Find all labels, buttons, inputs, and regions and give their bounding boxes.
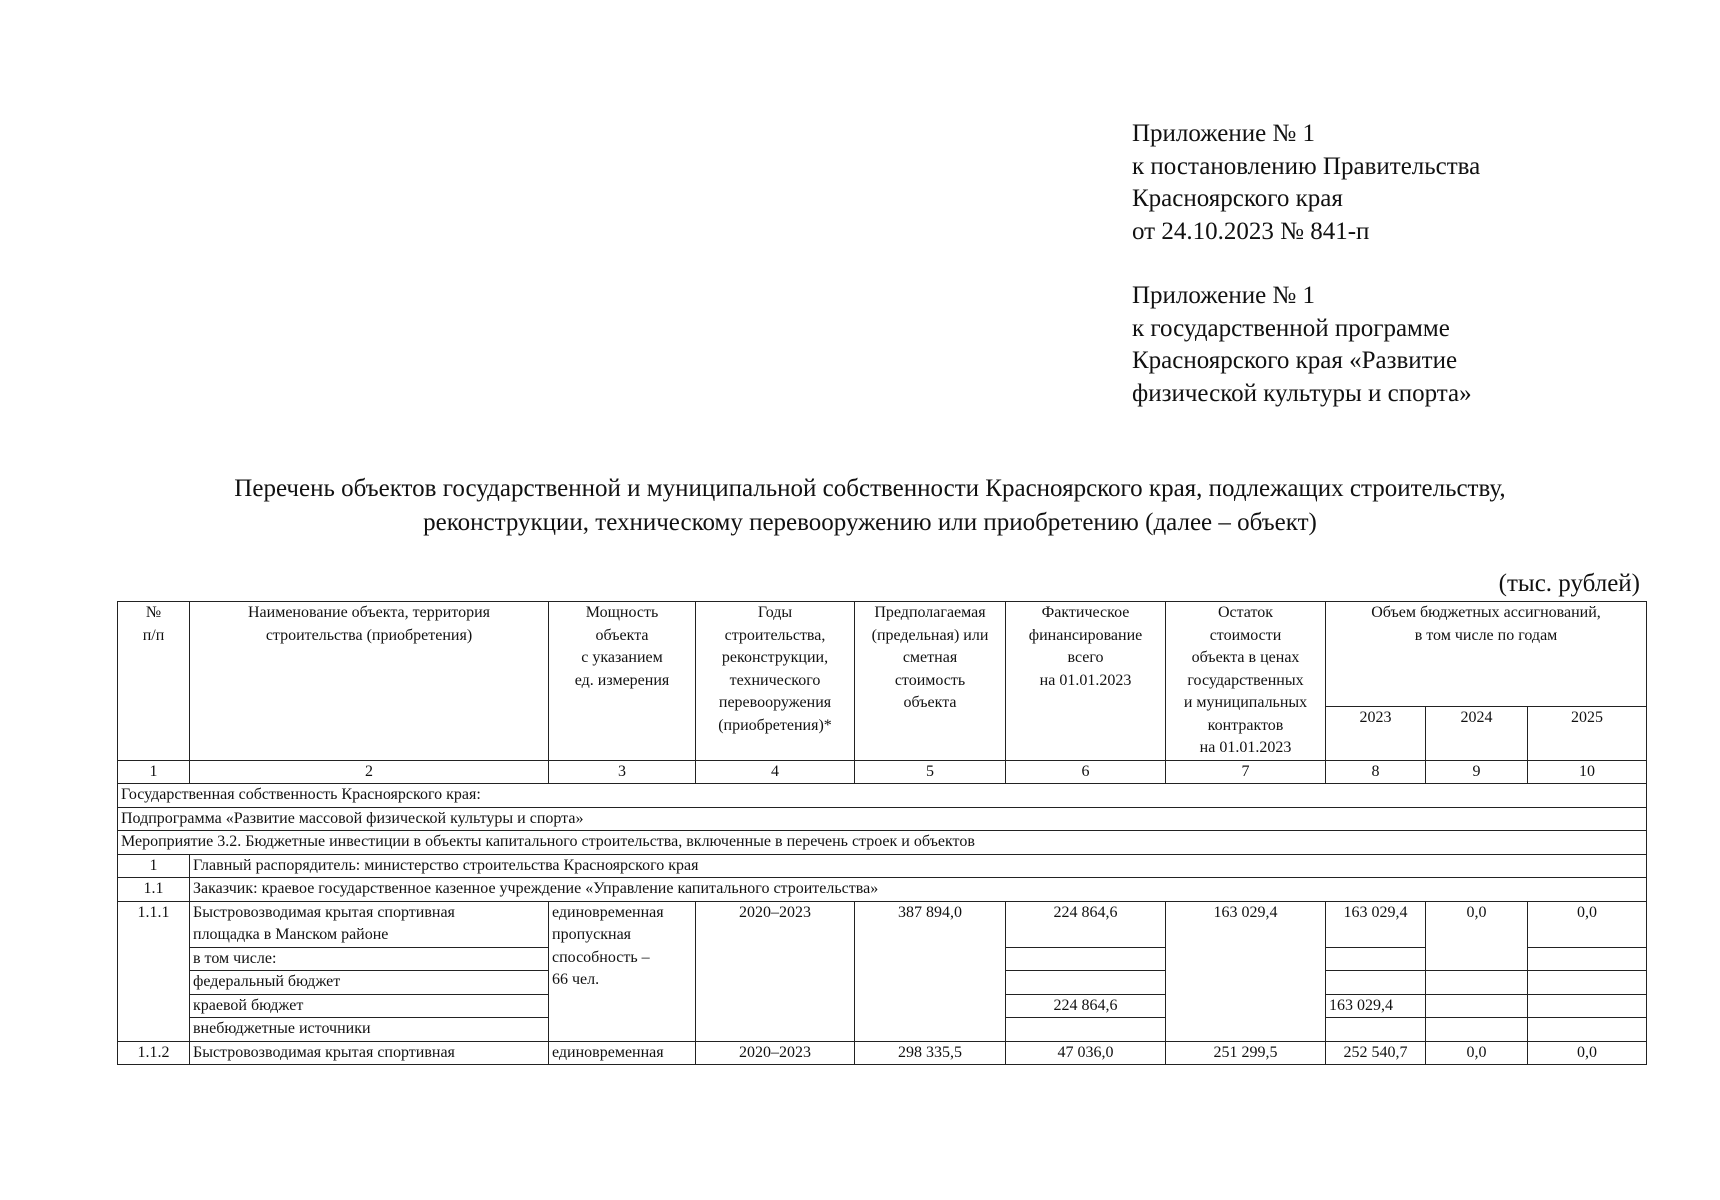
object-1-2023: 163 029,4 bbox=[1326, 901, 1426, 947]
appendix-2-line: к государственной программе bbox=[1132, 314, 1450, 342]
appendix-2-line: Красноярского края «Развитие bbox=[1132, 347, 1458, 374]
header-text: Фактическое bbox=[1041, 604, 1130, 621]
empty-cell bbox=[1326, 971, 1426, 995]
object-1-remaining-cost: 163 029,4 bbox=[1166, 901, 1326, 1041]
object-2-2025: 0,0 bbox=[1528, 1041, 1647, 1065]
appendix-1-line: Приложение № 1 bbox=[1132, 120, 1316, 147]
document-title-line-1: Перечень объектов государственной и муниципальной собственности Красноярского края, подлежащих строительству, bbox=[234, 475, 1506, 502]
section-subprogram: Подпрограмма «Развитие массовой физической культуры и спорта» bbox=[118, 807, 1647, 831]
header-text: в том числе по годам bbox=[1414, 626, 1558, 644]
header-text: и муниципальных bbox=[1183, 694, 1308, 711]
object-1-2024: 0,0 bbox=[1426, 901, 1528, 947]
object-1-sub-regional-actual: 224 864,6 bbox=[1006, 994, 1166, 1018]
section-measure: Мероприятие 3.2. Бюджетные инвестиции в объекты капитального строительства, включенные в перечень строек и объектов bbox=[118, 831, 1647, 855]
header-text: (предельная) или bbox=[871, 626, 989, 644]
appendix-2-line: Приложение № 1 bbox=[1132, 282, 1316, 309]
header-text: реконструкции, bbox=[721, 649, 829, 666]
object-1-sub-federal: федеральный бюджет bbox=[190, 971, 549, 995]
empty-cell bbox=[1528, 994, 1647, 1018]
header-text: технического bbox=[729, 671, 821, 689]
object-2-num: 1.1.2 bbox=[118, 1041, 190, 1065]
header-num bbox=[118, 602, 190, 761]
customer-text: Заказчик: краевое государственное казенное учреждение «Управление капитального строительства» bbox=[190, 878, 1647, 902]
appendix-1-line: от 24.10.2023 № 841-п bbox=[1132, 217, 1370, 245]
object-1-sub-including: в том числе: bbox=[190, 947, 549, 971]
header-text: Мощность bbox=[585, 604, 659, 621]
document-title bbox=[120, 472, 1620, 540]
customer-row bbox=[118, 878, 1647, 902]
object-1-name bbox=[190, 901, 549, 947]
empty-cell bbox=[1326, 1018, 1426, 1042]
header-years bbox=[696, 602, 855, 761]
object-1-years: 2020–2023 bbox=[696, 901, 855, 1041]
empty-cell bbox=[1006, 947, 1166, 971]
section-row-subprogram bbox=[118, 807, 1647, 831]
column-number: 8 bbox=[1326, 760, 1426, 784]
header-text: с указанием bbox=[581, 649, 663, 666]
header-remaining-cost bbox=[1166, 602, 1326, 761]
object-2-main-row bbox=[118, 1041, 1647, 1065]
object-2-actual-financing: 47 036,0 bbox=[1006, 1041, 1166, 1065]
empty-cell bbox=[1326, 947, 1426, 971]
object-1-name-line: площадка в Манском районе bbox=[193, 926, 389, 943]
column-number: 6 bbox=[1006, 760, 1166, 784]
object-2-2023: 252 540,7 bbox=[1326, 1041, 1426, 1065]
header-row bbox=[118, 602, 1647, 707]
empty-cell bbox=[1426, 971, 1528, 995]
object-1-capacity-line: пропускная bbox=[552, 926, 632, 943]
object-1-estimated-cost: 387 894,0 bbox=[855, 901, 1006, 1041]
header-budget-group bbox=[1326, 602, 1647, 707]
header-text: всего bbox=[1067, 649, 1104, 666]
customer-num: 1.1 bbox=[118, 878, 190, 902]
header-text: строительства (приобретения) bbox=[265, 626, 473, 644]
object-1-actual-financing: 224 864,6 bbox=[1006, 901, 1166, 947]
empty-cell bbox=[1528, 971, 1647, 995]
header-text: Объем бюджетных ассигнований, bbox=[1371, 604, 1601, 621]
header-text: п/п bbox=[142, 626, 165, 644]
manager-text: Главный распорядитель: министерство строительства Красноярского края bbox=[190, 854, 1647, 878]
manager-num: 1 bbox=[118, 854, 190, 878]
object-2-years: 2020–2023 bbox=[696, 1041, 855, 1065]
header-text: объекта bbox=[595, 626, 649, 644]
header-actual-financing bbox=[1006, 602, 1166, 761]
column-number-row bbox=[118, 760, 1647, 784]
object-2-2024: 0,0 bbox=[1426, 1041, 1528, 1065]
header-year-2025: 2025 bbox=[1528, 706, 1647, 760]
object-1-capacity-line: 66 чел. bbox=[552, 971, 600, 988]
object-1-sub-extrabudget: внебюджетные источники bbox=[190, 1018, 549, 1042]
object-1-num: 1.1.1 bbox=[118, 901, 190, 1041]
header-text: Наименование объекта, территория bbox=[247, 604, 490, 621]
column-number: 9 bbox=[1426, 760, 1528, 784]
objects-table bbox=[117, 601, 1647, 1065]
object-1-name-line: Быстровозводимая крытая спортивная bbox=[193, 903, 455, 921]
header-text: контрактов bbox=[1207, 716, 1284, 734]
column-number: 1 bbox=[118, 760, 190, 784]
appendix-1-line: Красноярского края bbox=[1132, 185, 1343, 212]
header-text: ед. измерения bbox=[574, 671, 670, 689]
column-number: 10 bbox=[1528, 760, 1647, 784]
object-2-remaining-cost: 251 299,5 bbox=[1166, 1041, 1326, 1065]
appendix-1-block bbox=[1132, 118, 1480, 248]
column-number: 2 bbox=[190, 760, 549, 784]
header-text: строительства, bbox=[724, 626, 826, 644]
object-1-capacity-line: единовременная bbox=[552, 903, 664, 921]
section-row-ownership bbox=[118, 784, 1647, 808]
empty-cell bbox=[1006, 971, 1166, 995]
empty-cell bbox=[1426, 947, 1528, 971]
empty-cell bbox=[1528, 947, 1647, 971]
header-text: Годы bbox=[757, 604, 793, 621]
object-1-main-row bbox=[118, 901, 1647, 947]
empty-cell bbox=[1006, 1018, 1166, 1042]
unit-note: (тыс. рублей) bbox=[1498, 570, 1640, 597]
empty-cell bbox=[1528, 1018, 1647, 1042]
header-text: (приобретения)* bbox=[718, 716, 832, 734]
appendix-2-block bbox=[1132, 280, 1472, 410]
column-number: 5 bbox=[855, 760, 1006, 784]
header-text: № bbox=[145, 604, 162, 621]
header-text: стоимости bbox=[1209, 626, 1282, 644]
header-text: объекта в ценах bbox=[1191, 649, 1300, 666]
header-text: Предполагаемая bbox=[874, 604, 986, 621]
header-text: финансирование bbox=[1028, 626, 1143, 644]
appendix-1-line: к постановлению Правительства bbox=[1132, 152, 1481, 180]
object-2-name: Быстровозводимая крытая спортивная bbox=[190, 1041, 549, 1065]
header-text: стоимость bbox=[894, 671, 966, 689]
document-title-line-2: реконструкции, техническому перевооружению или приобретению (далее – объект) bbox=[423, 509, 1317, 536]
header-text: сметная bbox=[902, 649, 958, 666]
object-1-capacity bbox=[549, 901, 696, 1041]
column-number: 3 bbox=[549, 760, 696, 784]
appendix-2-line: физической культуры и спорта» bbox=[1132, 379, 1472, 407]
header-text: государственных bbox=[1187, 671, 1304, 689]
section-ownership: Государственная собственность Красноярского края: bbox=[118, 784, 1647, 808]
column-number: 7 bbox=[1166, 760, 1326, 784]
object-1-2025: 0,0 bbox=[1528, 901, 1647, 947]
empty-cell bbox=[1426, 994, 1528, 1018]
manager-row bbox=[118, 854, 1647, 878]
object-1-sub-regional-2023: 163 029,4 bbox=[1326, 994, 1426, 1018]
header-capacity bbox=[549, 602, 696, 761]
column-number: 4 bbox=[696, 760, 855, 784]
object-2-estimated-cost: 298 335,5 bbox=[855, 1041, 1006, 1065]
empty-cell bbox=[1426, 1018, 1528, 1042]
header-text: на 01.01.2023 bbox=[1039, 671, 1132, 689]
object-1-capacity-line: способность – bbox=[552, 948, 650, 966]
object-1-sub-regional: краевой бюджет bbox=[190, 994, 549, 1018]
header-text: Остаток bbox=[1217, 604, 1274, 621]
header-text: на 01.01.2023 bbox=[1199, 739, 1292, 756]
header-year-2024: 2024 bbox=[1426, 706, 1528, 760]
header-year-2023: 2023 bbox=[1326, 706, 1426, 760]
object-2-capacity: единовременная bbox=[549, 1041, 696, 1065]
section-row-measure bbox=[118, 831, 1647, 855]
header-text: перевооружения bbox=[718, 694, 832, 711]
header-text: объекта bbox=[903, 694, 957, 711]
header-name bbox=[190, 602, 549, 761]
header-estimated-cost bbox=[855, 602, 1006, 761]
